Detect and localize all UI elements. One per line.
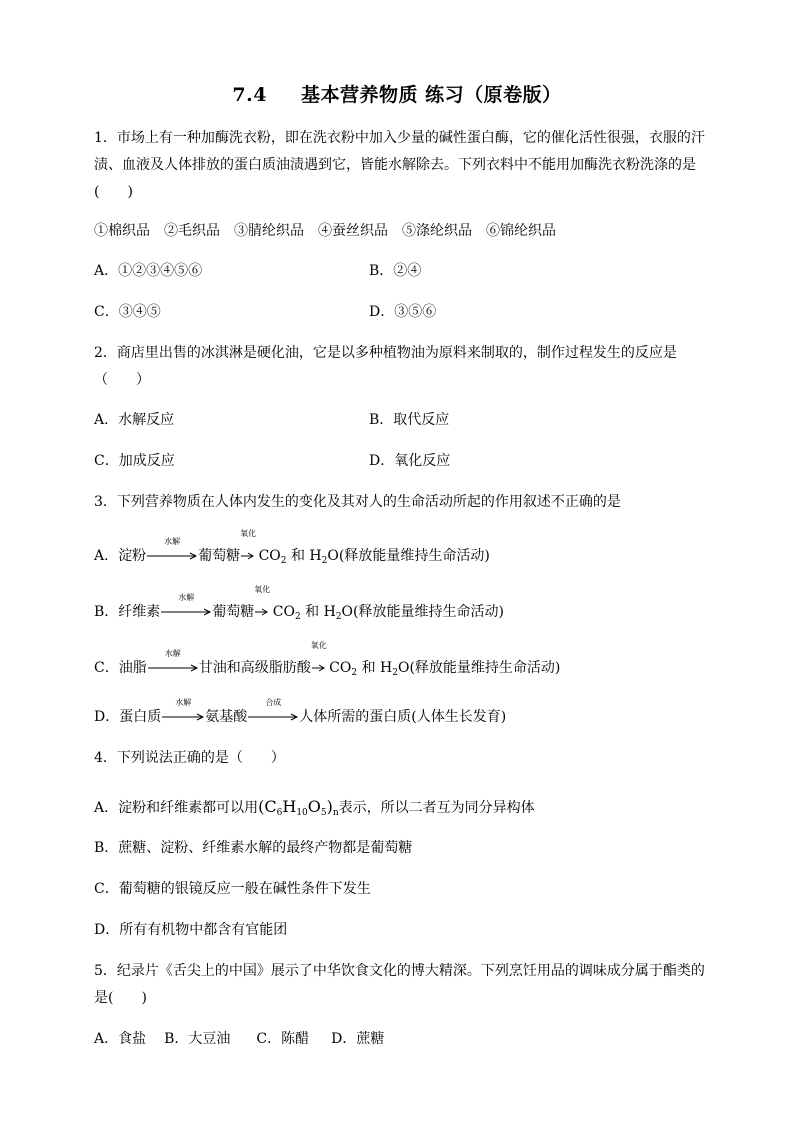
h2o-post: O(释放能量维持生命活动) xyxy=(327,548,490,564)
q3-d-end: 人体所需的蛋白质(人体生长发育) xyxy=(299,709,507,725)
q3-a-label: A．淀粉 xyxy=(94,548,147,564)
h2o-formula xyxy=(362,660,561,676)
h2o-pre: 和 H xyxy=(290,548,322,564)
starch-formula: $(C_6H_{10}O_5)_n$ xyxy=(258,797,339,818)
long-arrow-icon xyxy=(161,711,205,721)
q2-stem-line1: 2．商店里出售的冰淇淋是硬化油，它是以多种植物油为原料来制取的，制作过程发生的反应是 xyxy=(94,345,677,361)
long-arrow-icon xyxy=(146,550,198,560)
q1-stem-line2: 渍、血液及人体排放的蛋白质油渍遇到它，皆能水解除去。下列衣料中不能用加酶洗衣粉洗涤的是 xyxy=(94,157,696,173)
oxidation-arrow xyxy=(310,641,327,672)
long-arrow-icon xyxy=(247,711,299,721)
hydrolysis-arrow xyxy=(147,649,199,672)
q3-option-b xyxy=(94,585,504,622)
q4-option-a xyxy=(94,797,535,817)
formula-o: O xyxy=(307,797,321,816)
arrow-label-hydrolysis: 水解 xyxy=(164,649,181,658)
q2-stem-line2: （ ） xyxy=(94,372,150,388)
q1-option-b: B．②④ xyxy=(369,263,422,279)
arrow-label-hydrolysis: 水解 xyxy=(178,593,195,602)
q1-stem-line3: ( ) xyxy=(94,184,133,200)
q1-option-a: A．①②③④⑤⑥ xyxy=(94,263,203,279)
formula-c-sub: 6 xyxy=(276,808,283,818)
q5-option-d: D．蔗糖 xyxy=(331,1031,385,1047)
q2-option-d: D．氧化反应 xyxy=(369,453,451,469)
arrow-label-oxidation: 氧化 xyxy=(310,641,327,650)
formula-c: C xyxy=(264,797,277,816)
q3-b-label: B．纤维素 xyxy=(94,604,161,620)
q5-stem-line1: 5．纪录片《舌尖上的中国》展示了中华饮食文化的博大精深。下列烹饪用品的调味成分属于酯类的 xyxy=(94,963,705,979)
short-arrow-icon xyxy=(311,662,325,672)
q2-option-b: B．取代反应 xyxy=(369,412,450,428)
h2o-post: O(释放能量维持生命活动) xyxy=(341,604,504,620)
oxidation-arrow xyxy=(254,585,271,616)
q3-c-mid: 甘油和高级脂肪酸 xyxy=(198,660,311,676)
h2o-sub: 2 xyxy=(321,556,328,566)
oxidation-arrow xyxy=(240,529,257,560)
arrow-label-synthesis: 合成 xyxy=(265,698,282,707)
co2-main: CO xyxy=(272,604,295,620)
title-text: 基本营养物质 练习（原卷版） xyxy=(300,84,562,106)
q1-option-d: D．③⑤⑥ xyxy=(369,304,437,320)
h2o-pre: 和 H xyxy=(361,660,393,676)
co2-main: CO xyxy=(258,548,281,564)
q5-option-c: C．陈醋 xyxy=(256,1031,310,1047)
q2-option-a: A．水解反应 xyxy=(94,412,175,428)
co2-sub: 2 xyxy=(294,612,301,622)
q1-items: ①棉织品 ②毛织品 ③腈纶织品 ④蚕丝织品 ⑤涤纶织品 ⑥锦纶织品 xyxy=(94,223,556,239)
h2o-post: O(释放能量维持生命活动) xyxy=(397,660,561,676)
co2-main: CO xyxy=(329,660,352,676)
hydrolysis-arrow xyxy=(146,537,198,560)
q5-options xyxy=(94,1028,384,1048)
h2o-sub: 2 xyxy=(392,668,398,678)
q2-option-c: C．加成反应 xyxy=(94,453,175,469)
co2-formula xyxy=(329,660,357,676)
q3-stem: 3．下列营养物质在人体内发生的变化及其对人的生命活动所起的作用叙述不正确的是 xyxy=(94,494,621,510)
q3-option-d xyxy=(94,698,507,726)
q5-option-a: A．食盐 xyxy=(94,1031,147,1047)
q3-a-mid: 葡萄糖 xyxy=(198,548,241,564)
q3-option-c xyxy=(94,641,561,678)
arrow-label-oxidation: 氧化 xyxy=(240,529,257,538)
q3-c-label: C．油脂 xyxy=(94,660,147,676)
q4-stem: 4．下列说法正确的是（ ） xyxy=(94,750,285,766)
formula-h-sub: 10 xyxy=(296,808,308,818)
q5-stem-line2: 是( ) xyxy=(94,990,147,1006)
long-arrow-icon xyxy=(147,662,199,672)
h2o-pre: 和 H xyxy=(305,604,336,620)
q3-d-mid: 氨基酸 xyxy=(205,709,248,725)
q3-b-mid: 葡萄糖 xyxy=(212,604,255,620)
co2-sub: 2 xyxy=(351,668,358,678)
q5-option-b: B．大豆油 xyxy=(164,1031,231,1047)
formula-o-sub: 5 xyxy=(320,808,327,818)
q1-stem-line1: 1．市场上有一种加酶洗衣粉，即在洗衣粉中加入少量的碱性蛋白酶，它的催化活性很强，衣服的汗 xyxy=(94,130,705,146)
arrow-label-hydrolysis: 水解 xyxy=(175,698,192,707)
long-arrow-icon xyxy=(160,606,212,616)
q4-option-c: C．葡萄糖的银镜反应一般在碱性条件下发生 xyxy=(94,881,371,897)
q4-a-pre: A．淀粉和纤维素都可以用 xyxy=(94,800,259,816)
short-arrow-icon xyxy=(254,606,268,616)
h2o-formula xyxy=(305,604,504,620)
hydrolysis-arrow xyxy=(161,698,205,721)
co2-formula xyxy=(273,604,301,620)
q4-option-d: D．所有有机物中都含有官能团 xyxy=(94,922,288,938)
q4-option-b: B．蔗糖、淀粉、纤维素水解的最终产物都是葡萄糖 xyxy=(94,840,413,856)
section-number: 7.4 xyxy=(232,84,267,106)
synthesis-arrow xyxy=(247,698,299,721)
arrow-label-hydrolysis: 水解 xyxy=(164,537,181,546)
q3-option-a xyxy=(94,529,490,566)
co2-sub: 2 xyxy=(280,556,287,566)
formula-n: n xyxy=(332,808,339,818)
formula-h: H xyxy=(282,797,297,816)
q3-d-label: D．蛋白质 xyxy=(94,709,162,725)
co2-formula xyxy=(259,548,287,564)
h2o-formula xyxy=(291,548,490,564)
h2o-sub: 2 xyxy=(335,612,342,622)
hydrolysis-arrow xyxy=(160,593,212,616)
page-title xyxy=(0,80,794,107)
arrow-label-oxidation: 氧化 xyxy=(254,585,271,594)
short-arrow-icon xyxy=(240,550,254,560)
q4-a-post: 表示，所以二者互为同分异构体 xyxy=(338,800,535,816)
q1-option-c: C．③④⑤ xyxy=(94,304,161,320)
